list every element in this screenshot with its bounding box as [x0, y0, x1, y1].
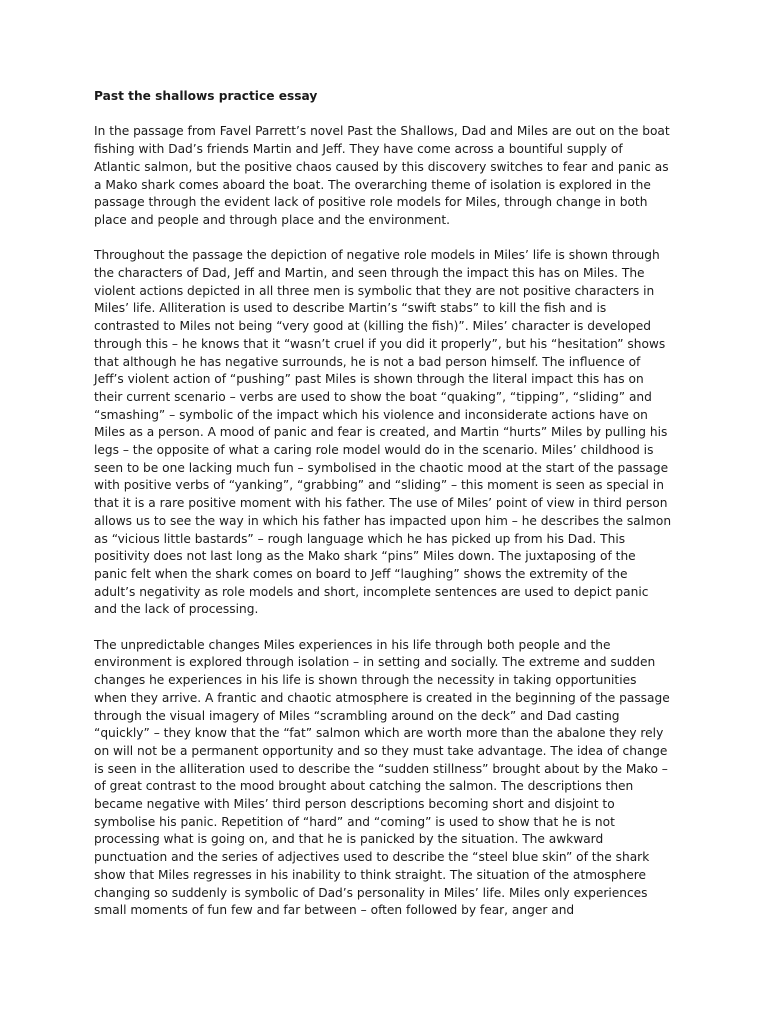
- essay-body: [94, 88, 672, 938]
- essay-paragraph-role-models: Throughout the passage the depiction of negative role models in Miles’ life is shown through the characters of Dad, Jeff and Martin, and seen through the impact this has on Miles. The violent actions depicted in all three men is symbolic that they are not positive characters in Miles’ life. Alliteration is used to describe Martin’s “swift stabs” to kill the fish and is contrasted to Miles not being “very good at (killing the fish)”. Miles’ character is developed through this – he knows that it “wasn’t cruel if you did it properly”, but his “hesitation” shows that although he has negative surrounds, he is not a bad person himself. The influence of Jeff’s violent action of “pushing” past Miles is shown through the literal impact this has on their current scenario – verbs are used to show the boat “quaking”, “tipping”, “sliding” and “smashing” – symbolic of the impact which his violence and inconsiderate actions have on Miles as a person. A mood of panic and fear is created, and Martin “hurts” Miles by pulling his legs – the opposite of what a caring role model would do in the scenario. Miles’ childhood is seen to be one lacking much fun – symbolised in the chaotic mood at the start of the passage with positive verbs of “yanking”, “grabbing” and “sliding” – this moment is seen as special in that it is a rare positive moment with his father. The use of Miles’ point of view in third person allows us to see the way in which his father has impacted upon him – he describes the salmon as “vicious little bastards” – rough language which he has picked up from his Dad. This positivity does not last long as the Mako shark “pins” Miles down. The juxtaposing of the panic felt when the shark comes on board to Jeff “laughing” shows the extremity of the adult’s negativity as role models and short, incomplete sentences are used to depict panic and the lack of processing.: [94, 248, 672, 617]
- essay-title: Past the shallows practice essay: [94, 89, 318, 103]
- essay-paragraph-change: The unpredictable changes Miles experiences in his life through both people and the environment is explored through isolation – in setting and socially. The extreme and sudden changes he experiences in his life is shown through the necessity in taking opportunities when they arrive. A frantic and chaotic atmosphere is created in the beginning of the passage through the visual imagery of Miles “scrambling around on the deck” and Dad casting “quickly” – they know that the “fat” salmon which are worth more than the abalone they rely on will not be a permanent opportunity and so they must take advantage. The idea of change is seen in the alliteration used to describe the “sudden stillness” brought about by the Mako – of great contrast to the mood brought about catching the salmon. The descriptions then became negative with Miles’ third person descriptions becoming short and disjoint to symbolise his panic. Repetition of “hard” and “coming” is used to show that he is not processing what is going on, and that he is panicked by the situation. The awkward punctuation and the series of adjectives used to describe the “steel blue skin” of the shark show that Miles regresses in his inability to think straight. The situation of the atmosphere changing so suddenly is symbolic of Dad’s personality in Miles’ life. Miles only experiences small moments of fun few and far between – often followed by fear, anger and: [94, 637, 670, 918]
- essay-paragraph-intro: In the passage from Favel Parrett’s novel Past the Shallows, Dad and Miles are out on the boat fishing with Dad’s friends Martin and Jeff. They have come across a bountiful supply of Atlantic salmon, but the positive chaos caused by this discovery switches to fear and panic as a Mako shark comes aboard the boat. The overarching theme of isolation is explored in the passage through the evident lack of positive role models for Miles, through change in both place and people and through place and the environment.: [94, 124, 670, 227]
